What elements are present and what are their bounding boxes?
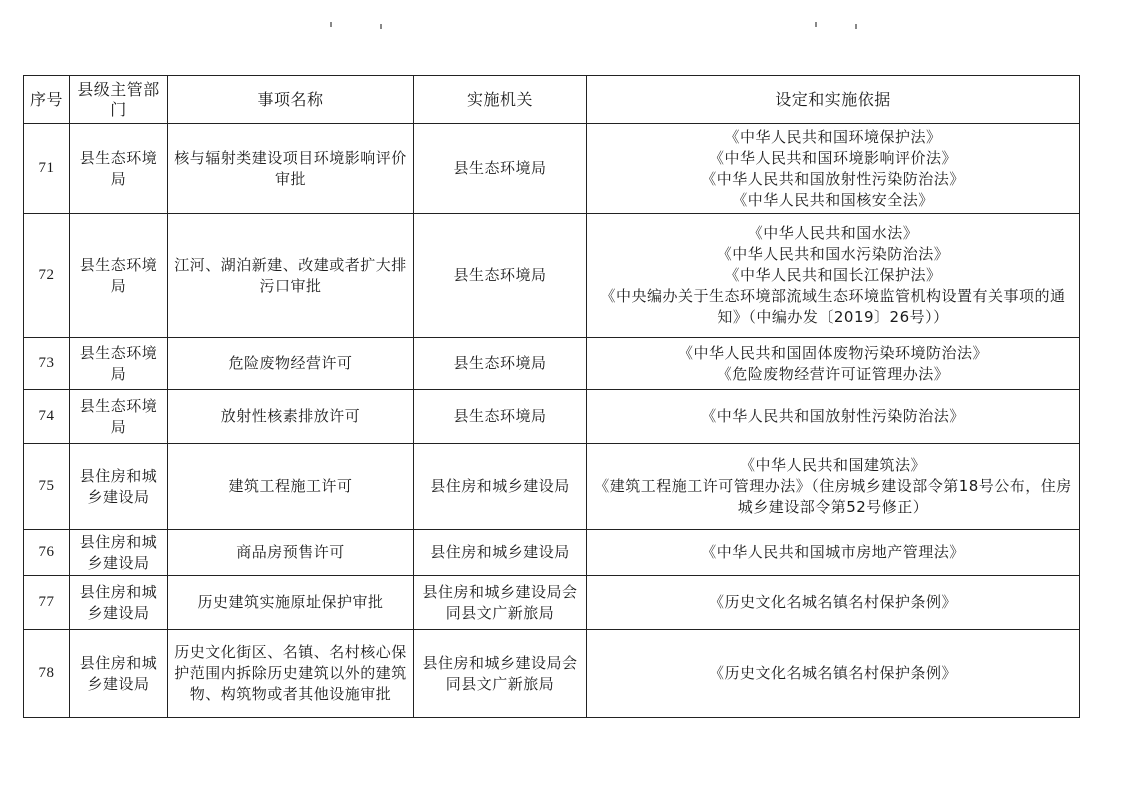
cell-seq: 76 (24, 530, 70, 576)
cell-seq: 72 (24, 214, 70, 338)
cell-seq: 75 (24, 444, 70, 530)
scan-mark (380, 24, 382, 29)
cell-agency: 县生态环境局 (414, 124, 587, 214)
scan-mark (815, 22, 817, 27)
cell-dept: 县住房和城乡建设局 (70, 576, 168, 630)
cell-dept: 县生态环境局 (70, 390, 168, 444)
cell-seq: 71 (24, 124, 70, 214)
cell-seq: 77 (24, 576, 70, 630)
basis-line: 《中华人民共和国水污染防治法》 (716, 245, 950, 263)
cell-item: 商品房预售许可 (168, 530, 414, 576)
header-basis: 设定和实施依据 (587, 76, 1080, 124)
basis-line: 《中华人民共和国环境保护法》 (724, 127, 942, 146)
cell-agency: 县住房和城乡建设局会同县文广新旅局 (414, 630, 587, 718)
header-dept: 县级主管部门 (70, 76, 168, 124)
cell-agency: 县生态环境局 (414, 390, 587, 444)
cell-item: 历史建筑实施原址保护审批 (168, 576, 414, 630)
basis-line: 《中华人民共和国环境影响评价法》 (708, 148, 957, 167)
header-seq: 序号 (24, 76, 70, 124)
cell-seq: 74 (24, 390, 70, 444)
basis-line: 《历史文化名城名镇名村保护条例》 (708, 593, 957, 611)
scan-mark (330, 22, 332, 27)
administrative-permit-table (23, 75, 1080, 718)
basis-line: 《建筑工程施工许可管理办法》（住房城乡建设部令第18号公布，住房城乡建设部令第52号修正） (594, 477, 1072, 516)
basis-line: 《中华人民共和国城市房地产管理法》 (701, 543, 965, 561)
cell-basis (587, 530, 1080, 576)
cell-agency: 县住房和城乡建设局会同县文广新旅局 (414, 576, 587, 630)
cell-seq: 78 (24, 630, 70, 718)
cell-basis (587, 390, 1080, 444)
cell-item: 危险废物经营许可 (168, 338, 414, 390)
table-row (24, 444, 1080, 530)
table-row (24, 630, 1080, 718)
basis-line: 《中华人民共和国固体废物污染环境防治法》 (677, 343, 988, 362)
basis-line: 《危险废物经营许可证管理办法》 (716, 364, 950, 383)
table-header-row (24, 76, 1080, 124)
cell-agency: 县生态环境局 (414, 214, 587, 338)
cell-basis (587, 124, 1080, 214)
table-row (24, 530, 1080, 576)
basis-line: 《历史文化名城名镇名村保护条例》 (708, 664, 957, 682)
cell-dept: 县住房和城乡建设局 (70, 530, 168, 576)
header-agency: 实施机关 (414, 76, 587, 124)
cell-dept: 县生态环境局 (70, 214, 168, 338)
cell-item: 核与辐射类建设项目环境影响评价审批 (168, 124, 414, 214)
basis-line: 《中华人民共和国核安全法》 (732, 190, 934, 209)
cell-agency: 县住房和城乡建设局 (414, 530, 587, 576)
cell-dept: 县住房和城乡建设局 (70, 630, 168, 718)
cell-basis (587, 576, 1080, 630)
cell-seq: 73 (24, 338, 70, 390)
table-row (24, 214, 1080, 338)
basis-line: 《中华人民共和国放射性污染防治法》 (701, 169, 965, 188)
cell-basis (587, 214, 1080, 338)
basis-line: 《中华人民共和国水法》 (747, 224, 919, 242)
header-item: 事项名称 (168, 76, 414, 124)
cell-agency: 县住房和城乡建设局 (414, 444, 587, 530)
cell-dept: 县生态环境局 (70, 124, 168, 214)
cell-basis (587, 444, 1080, 530)
cell-item: 历史文化街区、名镇、名村核心保护范围内拆除历史建筑以外的建筑物、构筑物或者其他设施审批 (168, 630, 414, 718)
cell-agency: 县生态环境局 (414, 338, 587, 390)
basis-line: 《中华人民共和国长江保护法》 (724, 266, 942, 284)
basis-line: 《中华人民共和国放射性污染防治法》 (701, 407, 965, 425)
basis-line: 《中华人民共和国建筑法》 (739, 456, 926, 474)
cell-item: 江河、湖泊新建、改建或者扩大排污口审批 (168, 214, 414, 338)
table-row (24, 124, 1080, 214)
cell-item: 建筑工程施工许可 (168, 444, 414, 530)
basis-line: 《中央编办关于生态环境部流域生态环境监管机构设置有关事项的通知》（中编办发〔2019〕26号）） (600, 287, 1066, 326)
cell-dept: 县生态环境局 (70, 338, 168, 390)
cell-dept: 县住房和城乡建设局 (70, 444, 168, 530)
cell-item: 放射性核素排放许可 (168, 390, 414, 444)
table-row (24, 576, 1080, 630)
cell-basis (587, 338, 1080, 390)
table-row (24, 338, 1080, 390)
cell-basis (587, 630, 1080, 718)
scan-mark (855, 24, 857, 29)
table-row (24, 390, 1080, 444)
